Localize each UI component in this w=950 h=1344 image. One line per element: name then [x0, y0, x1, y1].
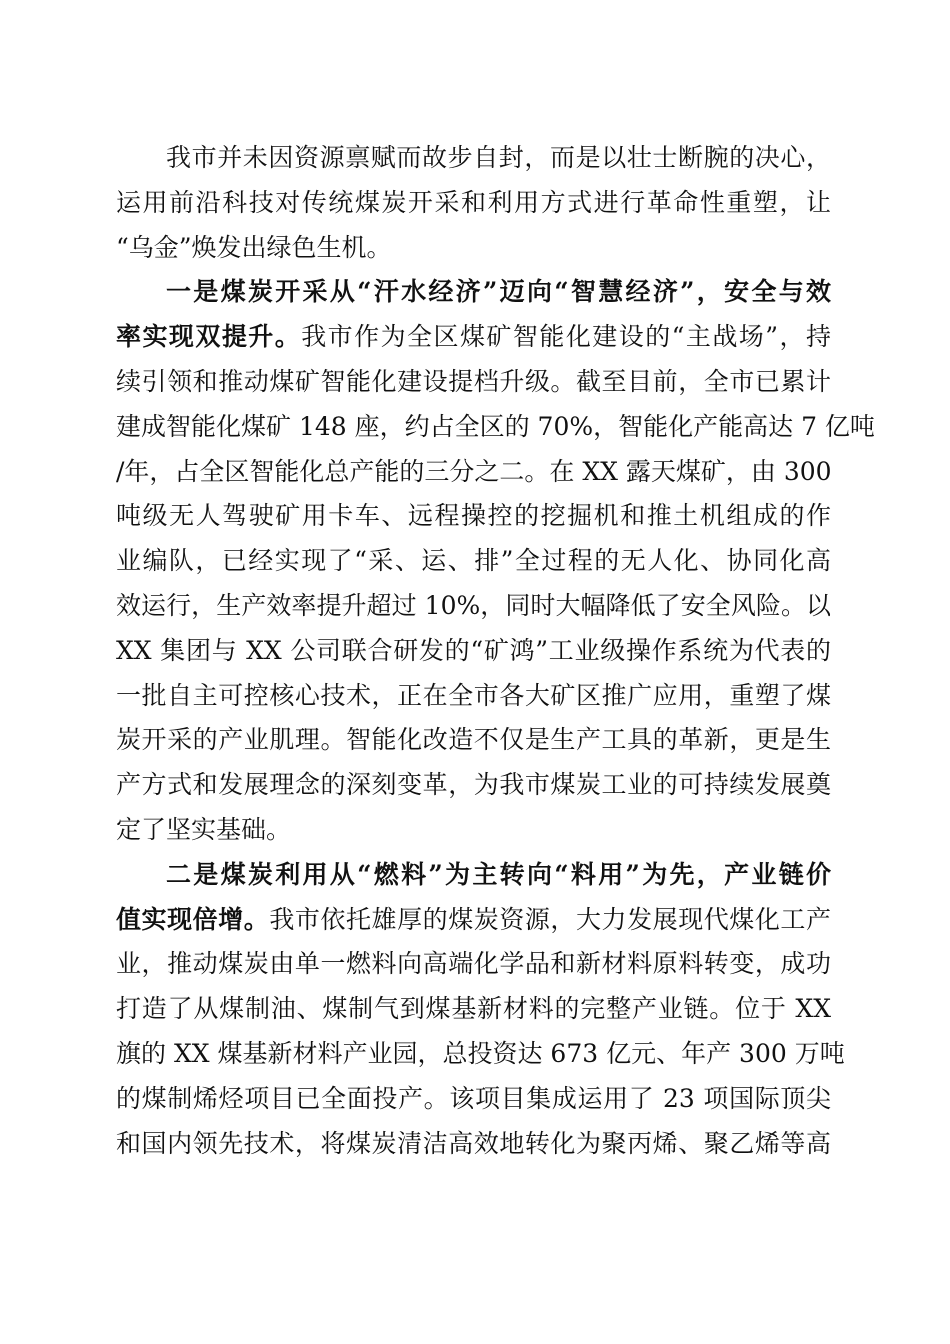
text-line: 建成智能化煤矿 148 座，约占全区的 70%，智能化产能高达 7 亿吨 — [116, 411, 875, 441]
text-fragment: 我市依托雄厚的煤炭资源，大力发展现代煤化工产 — [269, 904, 831, 934]
text-line: 产方式和发展理念的深刻变革，为我市煤炭工业的可持续发展奠 — [116, 770, 831, 800]
paragraph-intro — [116, 136, 831, 270]
text-line: 和国内领先技术，将煤炭清洁高效地转化为聚丙烯、聚乙烯等高 — [116, 1128, 831, 1158]
text-line: 效运行，生产效率提升超过 10%，同时大幅降低了安全风险。以 — [116, 590, 831, 620]
text-line: 业，推动煤炭由单一燃料向高端化学品和新材料原料转变，成功 — [116, 949, 831, 979]
paragraph-coal-utilization — [116, 853, 845, 1167]
text-line: 旗的 XX 煤基新材料产业园，总投资达 673 亿元、年产 300 万吨 — [116, 1038, 845, 1068]
heading-fragment: 率实现双提升。 — [116, 322, 302, 352]
heading-fragment: 值实现倍增。 — [116, 904, 270, 934]
heading-line: 二是煤炭利用从“燃料”为主转向“料用”为先，产业链价 — [166, 859, 831, 889]
paragraph-coal-mining — [116, 270, 875, 852]
text-line: 的煤制烯烃项目已全面投产。该项目集成运用了 23 项国际顶尖 — [116, 1083, 831, 1113]
text-line: “乌金”焕发出绿色生机。 — [116, 232, 392, 262]
text-line: 打造了从煤制油、煤制气到煤基新材料的完整产业链。位于 XX — [116, 994, 831, 1024]
text-line: 定了坚实基础。 — [116, 814, 292, 844]
text-line: 业编队，已经实现了“采、运、排”全过程的无人化、协同化高 — [116, 546, 831, 576]
text-line — [116, 898, 831, 943]
text-line: /年，占全区智能化总产能的三分之二。在 XX 露天煤矿，由 300 — [116, 456, 832, 486]
text-line: 运用前沿科技对传统煤炭开采和利用方式进行革命性重塑，让 — [116, 187, 831, 217]
text-line — [116, 315, 831, 360]
text-line: 我市并未因资源禀赋而故步自封，而是以壮士断腕的决心， — [166, 143, 831, 172]
text-line: 一批自主可控核心技术，正在全市各大矿区推广应用，重塑了煤 — [116, 680, 831, 710]
text-line: 续引领和推动煤矿智能化建设提档升级。截至目前，全市已累计 — [116, 366, 831, 396]
text-line: 炭开采的产业肌理。智能化改造不仅是生产工具的革新，更是生 — [116, 725, 831, 755]
text-line: 吨级无人驾驶矿用卡车、远程操控的挖掘机和推土机组成的作 — [116, 501, 831, 531]
heading-line: 一是煤炭开采从“汗水经济”迈向“智慧经济”，安全与效 — [166, 277, 831, 307]
document-body — [116, 136, 875, 1166]
text-line: XX 集团与 XX 公司联合研发的“矿鸿”工业级操作系统为代表的 — [116, 635, 831, 665]
text-fragment: 我市作为全区煤矿智能化建设的“主战场”，持 — [301, 322, 831, 352]
